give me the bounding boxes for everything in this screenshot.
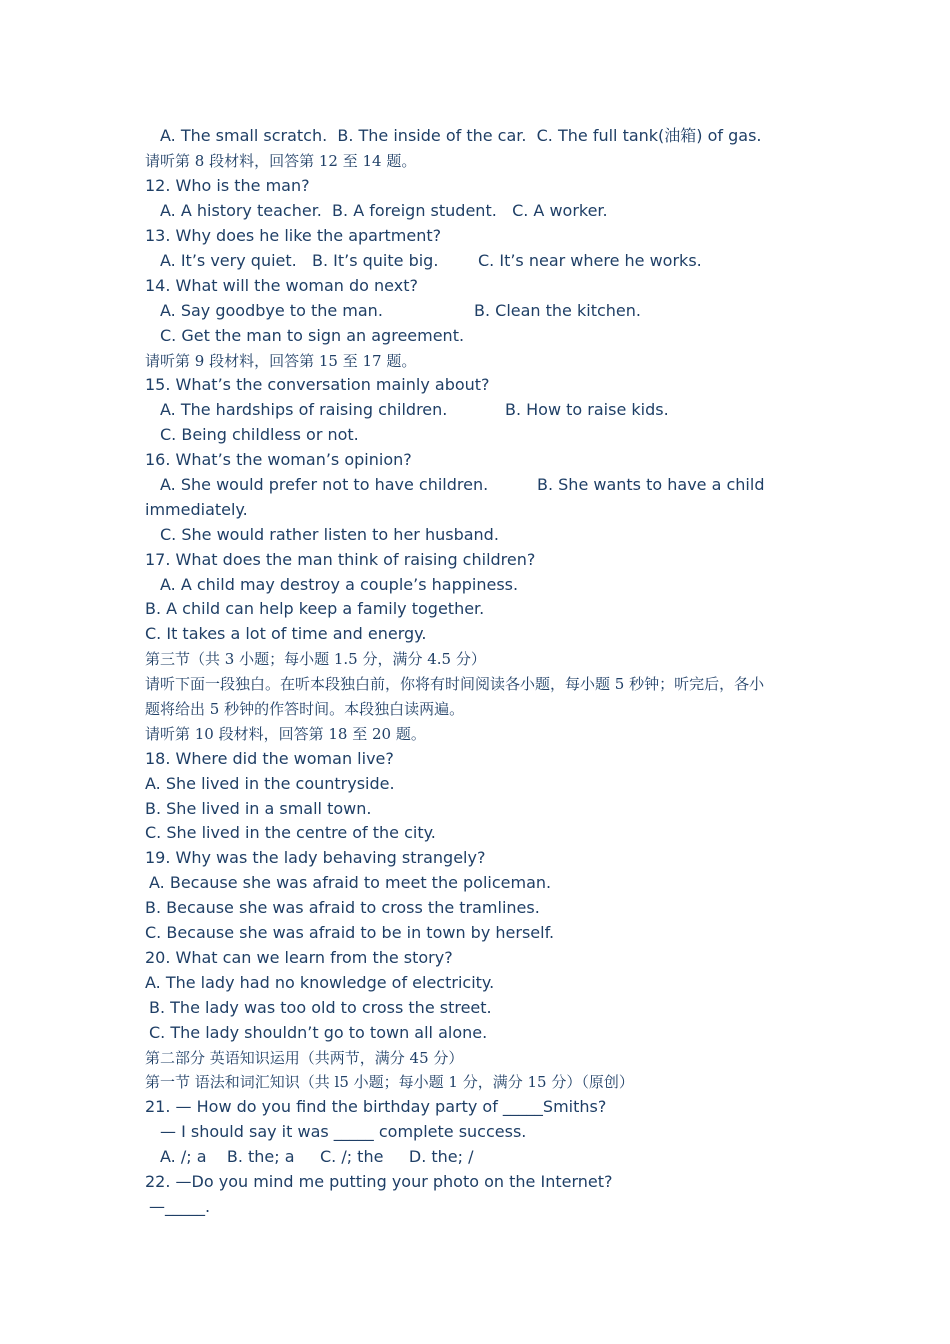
q15-option-b: B. How to raise kids. bbox=[505, 400, 669, 419]
question-12: 12. Who is the man? bbox=[145, 176, 310, 195]
q19-option-b: B. Because she was afraid to cross the tramlines. bbox=[145, 898, 540, 917]
q17-option-b: B. A child can help keep a family together. bbox=[145, 599, 485, 618]
section-instruction-8: 请听第 8 段材料，回答第 12 至 14 题。 bbox=[145, 152, 417, 170]
section-3-instruction-2: 题将给出 5 秒钟的作答时间。本段独白读两遍。 bbox=[145, 700, 465, 718]
q18-option-a: A. She lived in the countryside. bbox=[145, 774, 395, 793]
q16-option-b-cont: immediately. bbox=[145, 500, 248, 519]
question-13: 13. Why does he like the apartment? bbox=[145, 226, 442, 245]
q19-option-a: A. Because she was afraid to meet the policeman. bbox=[149, 873, 552, 892]
question-15: 15. What’s the conversation mainly about? bbox=[145, 375, 490, 394]
q18-option-b: B. She lived in a small town. bbox=[145, 799, 372, 818]
q16-option-c: C. She would rather listen to her husband. bbox=[160, 525, 499, 544]
q21-reply: — I should say it was _____ complete success. bbox=[160, 1122, 527, 1141]
q16-option-a: A. She would prefer not to have children. bbox=[160, 475, 489, 494]
q14-option-b: B. Clean the kitchen. bbox=[474, 301, 641, 320]
question-20: 20. What can we learn from the story? bbox=[145, 948, 453, 967]
question-14: 14. What will the woman do next? bbox=[145, 276, 418, 295]
q22-reply: —_____. bbox=[149, 1197, 211, 1216]
q20-option-a: A. The lady had no knowledge of electricity. bbox=[145, 973, 495, 992]
question-22: 22. —Do you mind me putting your photo on the Internet? bbox=[145, 1172, 613, 1191]
section-instruction-10: 请听第 10 段材料，回答第 18 至 20 题。 bbox=[145, 725, 426, 743]
q12-options: A. A history teacher. B. A foreign student. C. A worker. bbox=[160, 201, 608, 220]
part-2-heading: 第二部分 英语知识运用（共两节，满分 45 分） bbox=[145, 1049, 464, 1067]
question-21: 21. — How do you find the birthday party of _____Smiths? bbox=[145, 1097, 607, 1116]
section-instruction-9: 请听第 9 段材料，回答第 15 至 17 题。 bbox=[145, 352, 417, 370]
q21-options: A. /; a B. the; a C. /; the D. the; / bbox=[160, 1147, 474, 1166]
q19-option-c: C. Because she was afraid to be in town by herself. bbox=[145, 923, 555, 942]
question-16: 16. What’s the woman’s opinion? bbox=[145, 450, 412, 469]
part-2-section-1-heading: 第一节 语法和词汇知识（共 l5 小题；每小题 1 分，满分 15 分）（原创） bbox=[145, 1073, 634, 1091]
section-3-instruction-1: 请听下面一段独白。在听本段独白前，你将有时间阅读各小题，每小题 5 秒钟；听完后，各小 bbox=[145, 675, 765, 693]
q18-option-c: C. She lived in the centre of the city. bbox=[145, 823, 436, 842]
q15-option-a: A. The hardships of raising children. bbox=[160, 400, 448, 419]
q16-option-b: B. She wants to have a child bbox=[537, 475, 765, 494]
q20-option-b: B. The lady was too old to cross the street. bbox=[149, 998, 492, 1017]
q13-options-ab: A. It’s very quiet. B. It’s quite big. bbox=[160, 251, 439, 270]
q15-option-c: C. Being childless or not. bbox=[160, 425, 359, 444]
question-18: 18. Where did the woman live? bbox=[145, 749, 394, 768]
question-19: 19. Why was the lady behaving strangely? bbox=[145, 848, 486, 867]
q13-option-c: C. It’s near where he works. bbox=[478, 251, 702, 270]
q11-options: A. The small scratch. B. The inside of the car. C. The full tank(油箱) of gas. bbox=[160, 126, 762, 145]
q17-option-a: A. A child may destroy a couple’s happiness. bbox=[160, 575, 519, 594]
q14-option-a: A. Say goodbye to the man. bbox=[160, 301, 383, 320]
q14-option-c: C. Get the man to sign an agreement. bbox=[160, 326, 465, 345]
q17-option-c: C. It takes a lot of time and energy. bbox=[145, 624, 427, 643]
question-17: 17. What does the man think of raising children? bbox=[145, 550, 536, 569]
section-3-heading: 第三节（共 3 小题；每小题 1.5 分，满分 4.5 分） bbox=[145, 650, 486, 668]
q20-option-c: C. The lady shouldn’t go to town all alone. bbox=[149, 1023, 488, 1042]
